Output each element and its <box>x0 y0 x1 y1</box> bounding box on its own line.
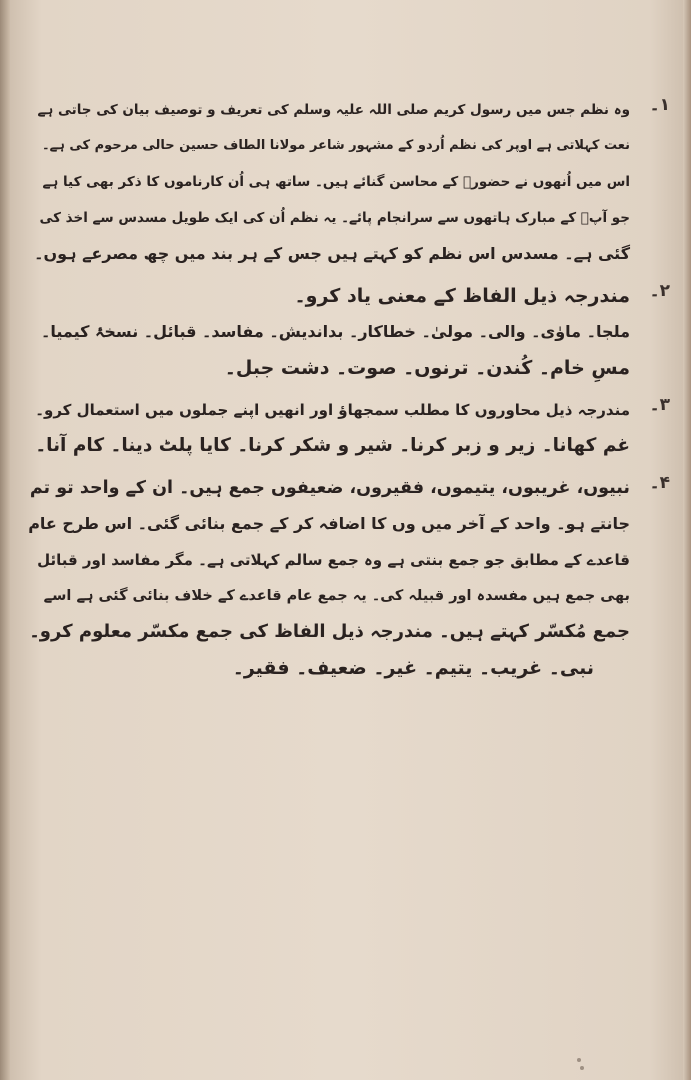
ink-speck <box>577 1058 581 1062</box>
text-line: مندرجہ ذیل محاوروں کا مطلب سمجھاؤ اور انھیں اپنے جملوں میں استعمال کرو۔ <box>35 401 630 419</box>
text-line: گئی ہے۔ مسدس اس نظم کو کہتے ہیں جس کے ہر بند میں چھ مصرعے ہوں۔ <box>34 244 630 263</box>
page-left-edge <box>0 0 10 1080</box>
item-number: ۲۔ <box>649 281 670 301</box>
item-number: ۳۔ <box>649 395 670 415</box>
exercise-item-4 <box>28 470 670 686</box>
text-line: قاعدے کے مطابق جو جمع بنتی ہے وہ جمع سالم کہلاتی ہے۔ مگر مفاسد اور قبائل <box>37 551 630 569</box>
text-line: وہ نظم جس میں رسول کریم صلی اللہ علیہ وسلم کی تعریف و توصیف بیان کی جاتی ہے <box>37 102 630 118</box>
text-line: جمع مُکسّر کہتے ہیں۔ مندرجہ ذیل الفاظ کی جمع مکسّر معلوم کرو۔ <box>29 621 630 642</box>
page-right-edge <box>683 0 691 1080</box>
exercise-content <box>28 92 670 692</box>
text-line: جانتے ہو۔ واحد کے آخر میں وں کا اضافہ کر کے جمع بنائی گئی۔ اس طرح عام <box>28 514 630 533</box>
exercise-item-2 <box>40 278 670 386</box>
text-line: مسِ خام۔ کُندن۔ ترنوں۔ صوت۔ دشت جبل۔ <box>224 357 630 379</box>
text-line: نبی۔ غریب۔ یتیم۔ غیر۔ ضعیف۔ فقیر۔ <box>232 657 594 679</box>
ink-speck <box>580 1066 584 1070</box>
text-line: ملجا۔ ماوٰی۔ والی۔ مولیٰ۔ خطاکار۔ بداندیش۔ مفاسد۔ قبائل۔ نسخۂ کیمیا۔ <box>40 322 630 341</box>
item-number: ۴۔ <box>649 473 670 493</box>
text-line: جو آپؐ کے مبارک ہاتھوں سے سرانجام پائے۔ یہ نظم اُن کی ایک طویل مسدس سے اخذ کی <box>39 210 630 226</box>
item-number: ۱۔ <box>649 95 670 115</box>
text-line: غم کھانا۔ زیر و زبر کرنا۔ شیر و شکر کرنا۔ کایا پلٹ دینا۔ کام آنا۔ <box>35 435 630 456</box>
exercise-item-1 <box>34 92 670 272</box>
text-line: اس میں اُنھوں نے حضورؐ کے محاسن گنائے ہیں۔ ساتھ ہی اُن کارناموں کا ذکر بھی کیا ہے <box>42 174 630 190</box>
text-line: بھی جمع ہیں مفسدہ اور قبیلہ کی۔ یہ جمع عام قاعدے کے خلاف بنائی گئی ہے اسے <box>43 588 630 604</box>
exercise-item-3 <box>35 392 670 464</box>
text-line: نعت کہلاتی ہے اوپر کی نظم اُردو کے مشہور شاعر مولانا الطاف حسین حالی مرحوم کی ہے۔ <box>42 138 630 153</box>
text-line: مندرجہ ذیل الفاظ کے معنی یاد کرو۔ <box>294 285 630 307</box>
text-line: نبیوں، غریبوں، یتیموں، فقیروں، ضعیفوں جمع ہیں۔ ان کے واحد تو تم <box>29 478 630 498</box>
